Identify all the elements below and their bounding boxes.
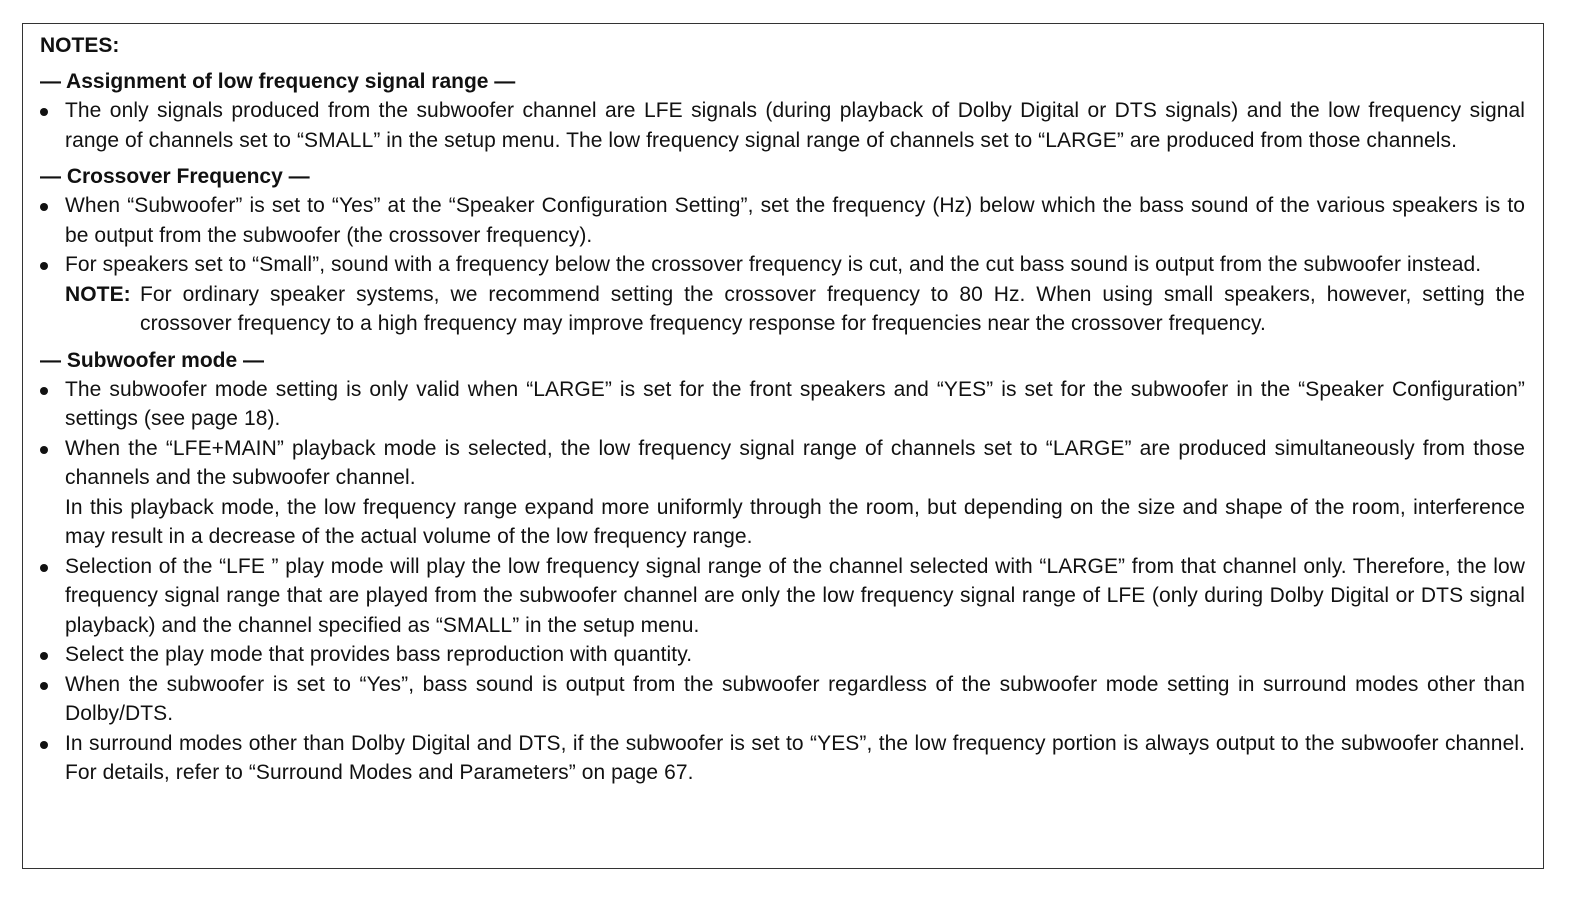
- list-item: [40, 96, 1525, 155]
- bullet-icon: [40, 446, 48, 454]
- note-label: NOTE:: [65, 282, 131, 306]
- section-subwoofer-mode: [40, 346, 1525, 788]
- bullet-text: Selection of the “LFE ” play mode will play the low frequency signal range of the channel selected with “LARGE” from that channel only. Therefore, the low frequency signal range that are played from the subwoofer channel are only the low frequency signal range of LFE (only during Dolby Digital or DTS signal playback) and the channel specified as “SMALL” in the setup menu.: [65, 554, 1525, 637]
- bullet-icon: [40, 564, 48, 572]
- bullet-icon: [40, 387, 48, 395]
- list-item: [40, 191, 1525, 250]
- notes-heading: NOTES:: [40, 34, 120, 57]
- bullet-text: Select the play mode that provides bass reproduction with quantity.: [65, 643, 693, 666]
- bullet-list: [40, 191, 1525, 280]
- bullet-icon: [40, 682, 48, 690]
- bullet-list: [40, 375, 1525, 788]
- bullet-extra-text: In this playback mode, the low frequency range expand more uniformly through the room, but depending on the size and shape of the room, interference may result in a decrease of the actual volume of the low frequency range.: [65, 495, 1525, 548]
- list-item: [40, 434, 1525, 552]
- list-item: [40, 729, 1525, 788]
- notes-box: [22, 23, 1544, 869]
- bullet-text: When “Subwoofer” is set to “Yes” at the “Speaker Configuration Setting”, set the frequency (Hz) below which the bass sound of the various speakers is to be output from the subwoofer (the crossover frequency).: [65, 194, 1525, 247]
- list-item: [40, 552, 1525, 641]
- bullet-text: For speakers set to “Small”, sound with a frequency below the crossover frequency is cut, and the cut bass sound is output from the subwoofer instead.: [65, 253, 1482, 276]
- list-item: [40, 375, 1525, 434]
- bullet-icon: [40, 108, 48, 116]
- section-crossover: [40, 162, 1525, 339]
- bullet-icon: [40, 203, 48, 211]
- bullet-text: The subwoofer mode setting is only valid when “LARGE” is set for the front speakers and “YES” is set for the subwoofer in the “Speaker Configuration” settings (see page 18).: [65, 377, 1525, 430]
- bullet-icon: [40, 262, 48, 270]
- list-item: [40, 640, 1525, 670]
- list-item: [40, 670, 1525, 729]
- section-title: — Subwoofer mode —: [40, 348, 265, 372]
- bullet-text: When the “LFE+MAIN” playback mode is selected, the low frequency signal range of channels set to “LARGE” are produced simultaneously from those channels and the subwoofer channel.: [65, 436, 1525, 489]
- bullet-text: The only signals produced from the subwoofer channel are LFE signals (during playback of Dolby Digital or DTS signals) and the low frequency signal range of channels set to “SMALL” in the setup menu. The low frequency signal range of channels set to “LARGE” are produced from those channels.: [65, 99, 1525, 152]
- note-text: For ordinary speaker systems, we recommend setting the crossover frequency to 80 Hz. When using small speakers, however, setting the crossover frequency to a high frequency may improve frequency response for frequencies near the crossover frequency.: [140, 282, 1525, 335]
- bullet-icon: [40, 652, 48, 660]
- bullet-list: [40, 96, 1525, 155]
- bullet-text: In surround modes other than Dolby Digital and DTS, if the subwoofer is set to “YES”, the low frequency portion is always output to the subwoofer channel. For details, refer to “Surround Modes and Parameters” on page 67.: [65, 731, 1525, 784]
- crossover-note: [40, 280, 1525, 339]
- section-assignment: [40, 67, 1525, 155]
- bullet-text: When the subwoofer is set to “Yes”, bass sound is output from the subwoofer regardless of the subwoofer mode setting in surround modes other than Dolby/DTS.: [65, 672, 1525, 725]
- bullet-icon: [40, 741, 48, 749]
- section-title: — Assignment of low frequency signal range —: [40, 70, 516, 93]
- list-item: [40, 250, 1525, 280]
- section-title: — Crossover Frequency —: [40, 165, 310, 188]
